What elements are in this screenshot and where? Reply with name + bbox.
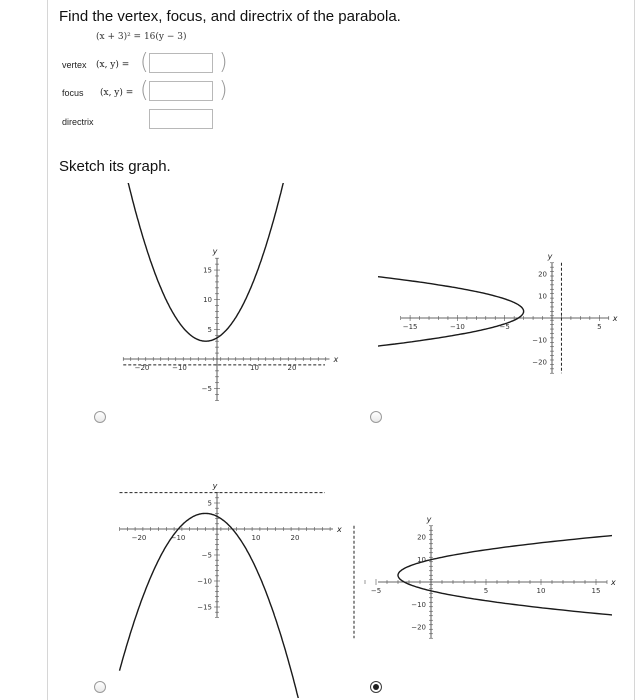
graph-3-x-label: x xyxy=(337,525,342,534)
graph-4-x-label: x xyxy=(611,578,616,587)
graph-3-parabola-curve xyxy=(120,513,335,700)
option-4-radio[interactable] xyxy=(370,681,382,693)
sketch-prompt: Sketch its graph. xyxy=(59,158,171,175)
graph-4-y-label: y xyxy=(426,514,432,524)
graph-2-y-tick-label: 10 xyxy=(538,292,547,301)
graph-4-parabola-curve xyxy=(398,479,638,673)
graph-2-y-tick-label: 20 xyxy=(538,270,547,279)
graph-1-y-tick-label: −5 xyxy=(201,385,212,394)
graph-3-x-tick-label: 10 xyxy=(251,534,261,542)
graph-1-y-tick-label: 5 xyxy=(207,325,212,334)
graph-3-x-tick-label: −20 xyxy=(131,534,147,542)
graph-2-x-tick-label: 5 xyxy=(597,323,602,331)
vertex-close-paren: ) xyxy=(219,50,228,75)
parabola-equation: (x + 3)² = 16(y − 3) xyxy=(96,32,187,42)
vertex-coord-label: (x, y) = xyxy=(96,60,130,70)
graph-2-x-tick-label: −10 xyxy=(450,323,465,331)
graph-1-x-tick-label: 10 xyxy=(250,364,259,372)
graph-1-y-label: y xyxy=(212,247,218,257)
graph-1-x-tick-label: 20 xyxy=(287,364,297,372)
graph-2-parabola-curve xyxy=(0,216,524,406)
graph-1-y-tick-label: 15 xyxy=(203,266,212,275)
graph-4-y-tick-label: −20 xyxy=(411,623,426,632)
focus-open-paren: ( xyxy=(140,78,149,103)
graph-3-x-tick-label: 20 xyxy=(290,534,300,542)
graph-4-x-tick-label: 10 xyxy=(536,587,546,595)
graph-2-y-tick-label: −20 xyxy=(532,358,547,367)
graph-4-x-tick-label: −5 xyxy=(370,587,382,595)
graph-1-x-tick-label: −20 xyxy=(134,364,150,372)
option-1-radio[interactable] xyxy=(94,411,106,423)
graph-1-x-label: x xyxy=(333,355,339,364)
graph-3-y-tick-label: 5 xyxy=(207,499,212,508)
graph-2-y-label: y xyxy=(547,251,553,261)
directrix-label: directrix xyxy=(62,117,94,127)
graph-2-x-tick-label: −15 xyxy=(402,323,418,331)
graph-3-y-tick-label: −5 xyxy=(201,551,212,560)
graph-2-y-tick-label: −10 xyxy=(532,336,547,345)
vertex-label: vertex xyxy=(62,60,87,70)
graph-1-y-tick-label: 10 xyxy=(203,296,212,305)
question-title: Find the vertex, focus, and directrix of the parabola. xyxy=(59,8,401,25)
graph-1-x-tick-label: −10 xyxy=(172,364,187,372)
option-2-radio[interactable] xyxy=(370,411,382,423)
graph-panel-1 xyxy=(123,0,338,401)
graph-2-x-label: x xyxy=(612,314,618,323)
focus-label: focus xyxy=(62,88,84,98)
graph-4-y-tick-label: 10 xyxy=(417,556,426,564)
graph-panel-3 xyxy=(120,482,343,700)
graph-panel-4 xyxy=(354,479,638,673)
graph-panel-2 xyxy=(0,216,618,406)
focus-close-paren: ) xyxy=(219,78,228,103)
graph-4-x-tick-label: 15 xyxy=(591,587,601,595)
graph-4-y-tick-label: 20 xyxy=(417,533,426,542)
option-3-radio[interactable] xyxy=(94,681,106,693)
graph-3-y-tick-label: −10 xyxy=(197,577,212,586)
focus-coord-label: (x, y) = xyxy=(100,88,134,98)
graph-4-x-tick-label: 5 xyxy=(483,587,489,595)
vertex-open-paren: ( xyxy=(140,50,149,75)
graph-3-x-tick-label: −10 xyxy=(170,534,186,542)
graph-3-y-label: y xyxy=(212,481,218,491)
graph-2-x-tick-label: −5 xyxy=(499,323,510,331)
graph-4-y-tick-label: −10 xyxy=(411,601,426,609)
graph-1-parabola-curve xyxy=(123,0,329,341)
graph-3-y-tick-label: −15 xyxy=(197,603,212,612)
